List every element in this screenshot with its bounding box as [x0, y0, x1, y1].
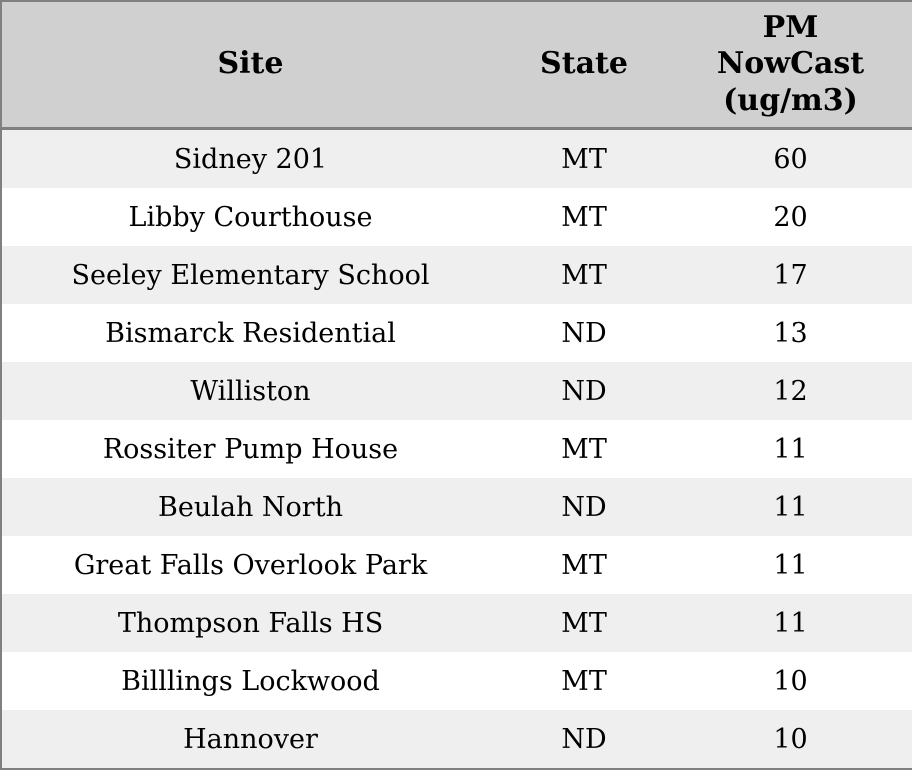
table-row — [1, 362, 912, 420]
table-body — [1, 129, 912, 770]
state-cell: ND — [561, 723, 607, 755]
state-cell: MT — [561, 259, 607, 291]
table-row — [1, 536, 912, 594]
value-cell: 10 — [773, 723, 808, 755]
column-header-pm-line-1: PM — [762, 9, 819, 45]
value-cell: 11 — [773, 491, 808, 523]
value-cell: 11 — [773, 607, 808, 639]
state-cell: MT — [561, 143, 607, 175]
table-row — [1, 710, 912, 769]
value-cell: 11 — [773, 549, 808, 581]
site-cell: Thompson Falls HS — [117, 607, 384, 639]
state-cell: MT — [561, 201, 607, 233]
table-row — [1, 652, 912, 710]
table-row — [1, 594, 912, 652]
value-cell: 11 — [773, 433, 808, 465]
site-cell: Libby Courthouse — [128, 201, 373, 233]
header-row — [1, 1, 912, 129]
state-cell: ND — [561, 317, 607, 349]
column-header-site — [1, 1, 499, 129]
table-row — [1, 304, 912, 362]
table-row — [1, 246, 912, 304]
table-row — [1, 129, 912, 189]
value-cell: 20 — [773, 201, 808, 233]
value-cell: 13 — [773, 317, 808, 349]
state-cell: ND — [561, 491, 607, 523]
state-cell: MT — [561, 607, 607, 639]
site-cell: Billlings Lockwood — [121, 665, 380, 697]
table-row — [1, 188, 912, 246]
value-cell: 12 — [773, 375, 808, 407]
site-cell: Beulah North — [158, 491, 343, 523]
table-row — [1, 420, 912, 478]
site-cell: Sidney 201 — [173, 143, 328, 175]
column-header-site-label: Site — [217, 46, 284, 82]
table-row — [1, 478, 912, 536]
column-header-pm-nowcast — [669, 1, 912, 129]
table-header — [1, 1, 912, 129]
value-cell: 10 — [773, 665, 808, 697]
column-header-pm-line-3: (ug/m3) — [723, 82, 858, 118]
column-header-pm-line-2: NowCast — [716, 46, 865, 82]
value-cell: 17 — [773, 259, 808, 291]
state-cell: MT — [561, 549, 607, 581]
column-header-state-label: State — [540, 46, 628, 82]
state-cell: MT — [561, 665, 607, 697]
site-cell: Seeley Elementary School — [71, 259, 430, 291]
site-cell: Rossiter Pump House — [102, 433, 399, 465]
column-header-state — [499, 1, 669, 129]
state-cell: ND — [561, 375, 607, 407]
state-cell: MT — [561, 433, 607, 465]
site-cell: Bismarck Residential — [105, 317, 396, 349]
site-cell: Williston — [190, 375, 311, 407]
value-cell: 60 — [773, 143, 808, 175]
site-cell: Great Falls Overlook Park — [73, 549, 428, 581]
site-cell: Hannover — [183, 723, 318, 755]
